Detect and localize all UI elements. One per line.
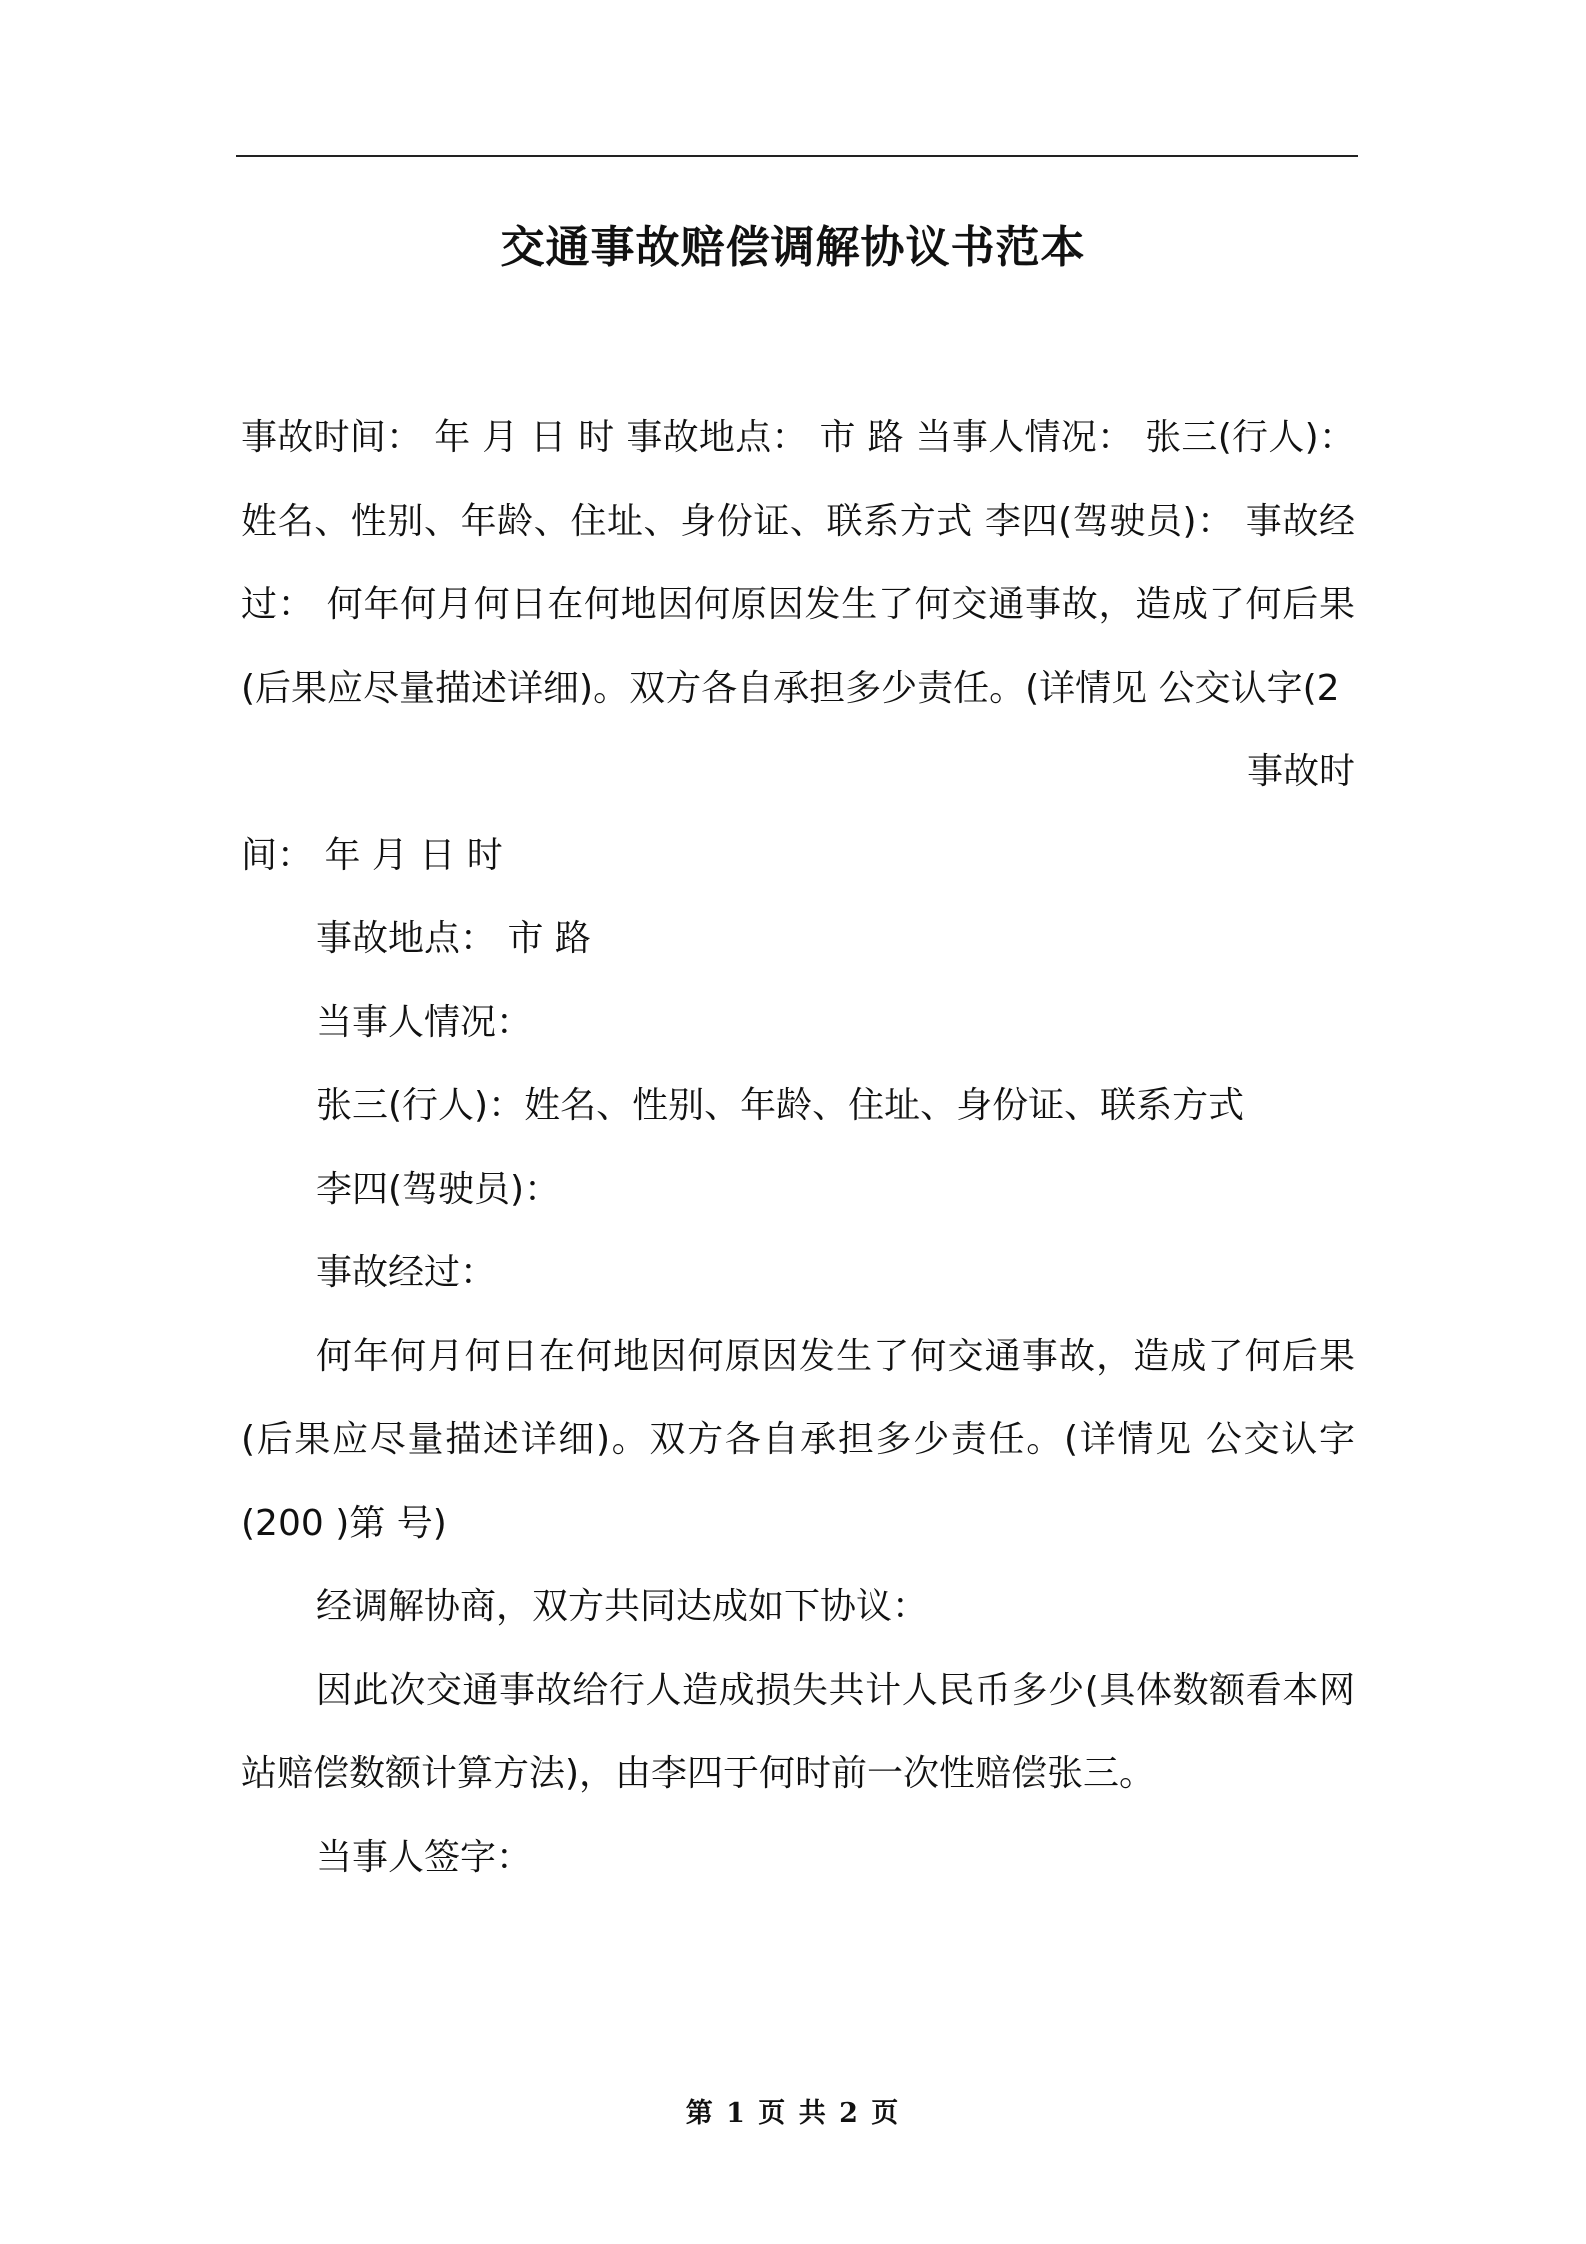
document-body	[241, 396, 1355, 1899]
time-label-tail: 事故时	[1246, 751, 1355, 792]
summary-paragraph: 事故时间： 年 月 日 时 事故地点： 市 路 当事人情况： 张三(行人)：姓名、性别、年龄、住址、身份证、联系方式 李四(驾驶员)： 事故经过： 何年何月何日在何地因何原因发生了何交通事故，造成了何后果(后果应尽量描述详细)。双方各自承担多少责任。(详情见 公交认字(2	[241, 417, 1355, 709]
document-title: 交通事故赔偿调解协议书范本	[500, 222, 1086, 273]
process-heading: 事故经过：	[316, 1252, 497, 1293]
process-text: 何年何月何日在何地因何原因发生了何交通事故，造成了何后果(后果应尽量描述详细)。双方各自承担多少责任。(详情见 公交认字(200 )第 号)	[241, 1335, 1355, 1544]
parties-heading: 当事人情况：	[316, 1001, 533, 1043]
agreement-intro: 经调解协商，双方共同达成如下协议：	[316, 1586, 929, 1627]
header-rule	[236, 155, 1358, 157]
location-line: 事故地点： 市 路	[316, 918, 591, 959]
page-number: 第 1 页 共 2 页	[685, 2098, 901, 2129]
party-zhang: 张三(行人)：姓名、性别、年龄、住址、身份证、联系方式	[316, 1085, 1245, 1126]
signature-label: 当事人签字：	[316, 1836, 533, 1878]
time-line: 间： 年 月 日 时	[241, 834, 503, 876]
agreement-text: 因此次交通事故给行人造成损失共计人民币多少(具体数额看本网站赔偿数额计算方法)，由李四于何时前一次性赔偿张三。	[241, 1669, 1355, 1794]
party-li: 李四(驾驶员)：	[316, 1168, 561, 1210]
